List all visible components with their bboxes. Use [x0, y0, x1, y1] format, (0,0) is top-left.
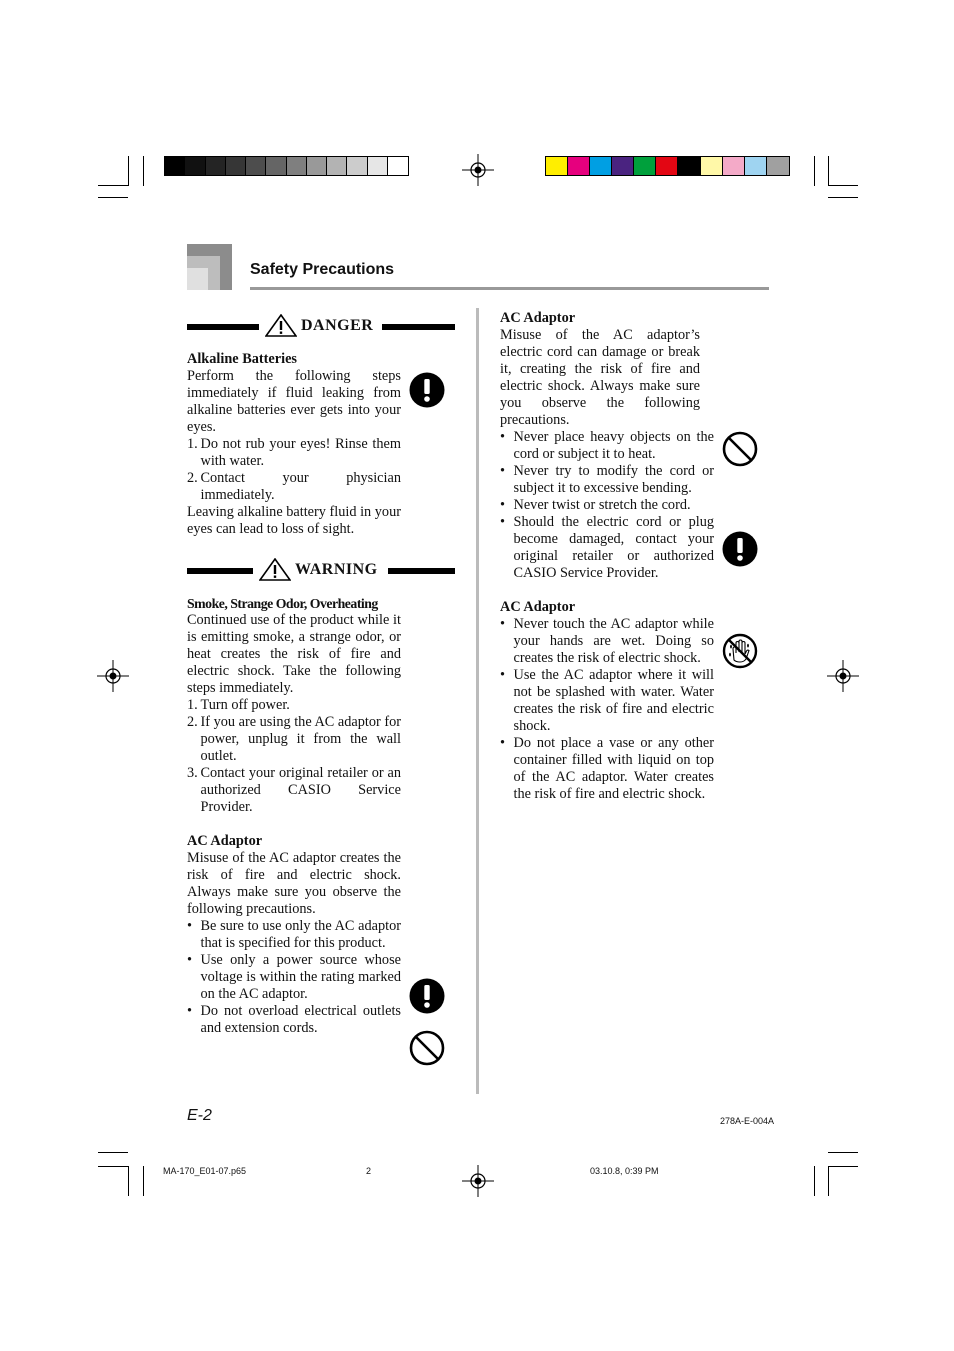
timestamp: 03.10.8, 0:39 PM	[590, 1166, 659, 1176]
registration-target-icon	[462, 154, 494, 186]
color-swatch	[678, 157, 700, 175]
paragraph: Continued use of the product while it is emitting smoke, a strange odor, or heat creates the risk of fire and electric shock. Take the following steps immediately.	[187, 612, 401, 696]
registration-target-icon	[462, 1165, 494, 1197]
page-title: Safety Precautions	[250, 261, 395, 278]
bullet-item: • Never try to modify the cord or subject it to excessive bending.	[500, 463, 714, 496]
exclamation-circle-icon	[722, 531, 758, 567]
page-number: E-2	[187, 1107, 212, 1124]
paragraph: Leaving alkaline battery fluid in your eyes can lead to loss of sight.	[187, 504, 401, 537]
danger-label: DANGER	[301, 317, 374, 334]
numbered-item: 1. Turn off power.	[187, 697, 290, 713]
warning-label: WARNING	[295, 561, 378, 578]
bullet-item: • Should the electric cord or plug become damaged, contact your original retailer or authorized CASIO Service Provider.	[500, 514, 714, 581]
bullet-item: • Never twist or stretch the cord.	[500, 497, 691, 513]
paragraph: Perform the following steps immediately if fluid leaking from alkaline batteries ever gets into your eyes.	[187, 368, 401, 435]
smoke-section	[187, 595, 401, 1037]
section-heading: Smoke, Strange Odor, Overheating	[187, 596, 378, 611]
bullet-item: • Do not place a vase or any other container filled with liquid on top of the AC adaptor. Water creates the risk of fire and electric shock.	[500, 735, 714, 802]
bullet-item: • Use only a power source whose voltage is within the rating marked on the AC adaptor.	[187, 952, 401, 1002]
bullet-item: • Never touch the AC adaptor while your hands are wet. Doing so creates the risk of electric shock.	[500, 616, 714, 666]
section-heading: Alkaline Batteries	[187, 351, 297, 367]
color-swatch	[634, 157, 656, 175]
color-swatch	[767, 157, 789, 175]
color-swatch	[745, 157, 767, 175]
exclamation-circle-icon	[409, 372, 445, 408]
bullet-item: • Be sure to use only the AC adaptor that is specified for this product.	[187, 918, 401, 951]
paragraph: Misuse of the AC adaptor’s electric cord can damage or break it, creating the risk of fire and electric shock. Always make sure you observe the following precautions.	[500, 327, 700, 428]
color-swatch	[327, 157, 347, 175]
color-swatch	[388, 157, 408, 175]
gray-scale-bar	[164, 156, 409, 176]
bullet-item: • Never place heavy objects on the cord or subject it to heat.	[500, 429, 714, 462]
section-heading: AC Adaptor	[187, 833, 263, 849]
danger-banner	[187, 314, 455, 338]
color-swatch	[590, 157, 612, 175]
alkaline-section	[187, 351, 401, 538]
section-heading: AC Adaptor	[500, 310, 576, 326]
adaptor-cord-section	[500, 310, 714, 803]
warning-banner	[187, 558, 455, 582]
paragraph: Misuse of the AC adaptor creates the risk of fire and electric shock. Always make sure you observe the following precautions.	[187, 850, 401, 917]
numbered-item: 2. Contact your physician immediately.	[187, 470, 401, 503]
color-swatch	[307, 157, 327, 175]
color-swatch	[656, 157, 678, 175]
sheet-number: 2	[366, 1166, 372, 1176]
color-swatch	[368, 157, 388, 175]
color-swatch	[701, 157, 723, 175]
prohibition-circle-icon	[722, 431, 758, 467]
color-swatch	[266, 157, 286, 175]
color-swatch	[568, 157, 590, 175]
color-swatch	[347, 157, 367, 175]
color-swatch	[612, 157, 634, 175]
column-divider	[476, 308, 479, 1094]
color-swatch	[206, 157, 226, 175]
numbered-item: 3. Contact your original retailer or an authorized CASIO Service Provider.	[187, 765, 401, 815]
warning-triangle-icon	[265, 314, 297, 337]
registration-target-icon	[827, 660, 859, 692]
section-heading: AC Adaptor	[500, 599, 576, 615]
registration-target-icon	[97, 660, 129, 692]
section-tab-icon	[187, 244, 232, 290]
color-swatch	[226, 157, 246, 175]
color-bar	[545, 156, 790, 176]
numbered-item: 1. Do not rub your eyes! Rinse them with water.	[187, 436, 401, 469]
document-code: 278A-E-004A	[720, 1116, 775, 1126]
header-rule	[250, 287, 769, 290]
color-swatch	[246, 157, 266, 175]
color-swatch	[165, 157, 185, 175]
color-swatch	[723, 157, 745, 175]
color-swatch	[185, 157, 205, 175]
exclamation-circle-icon	[409, 978, 445, 1014]
bullet-item: • Do not overload electrical outlets and extension cords.	[187, 1003, 401, 1036]
bullet-item: • Use the AC adaptor where it will not be splashed with water. Water creates the risk of fire and electric shock.	[500, 667, 714, 734]
no-wet-hands-icon	[722, 633, 758, 669]
file-name: MA-170_E01-07.p65	[163, 1166, 247, 1176]
warning-triangle-icon	[259, 558, 291, 581]
prohibition-circle-icon	[409, 1030, 445, 1066]
color-swatch	[287, 157, 307, 175]
color-swatch	[546, 157, 568, 175]
numbered-item: 2. If you are using the AC adaptor for power, unplug it from the wall outlet.	[187, 714, 401, 764]
